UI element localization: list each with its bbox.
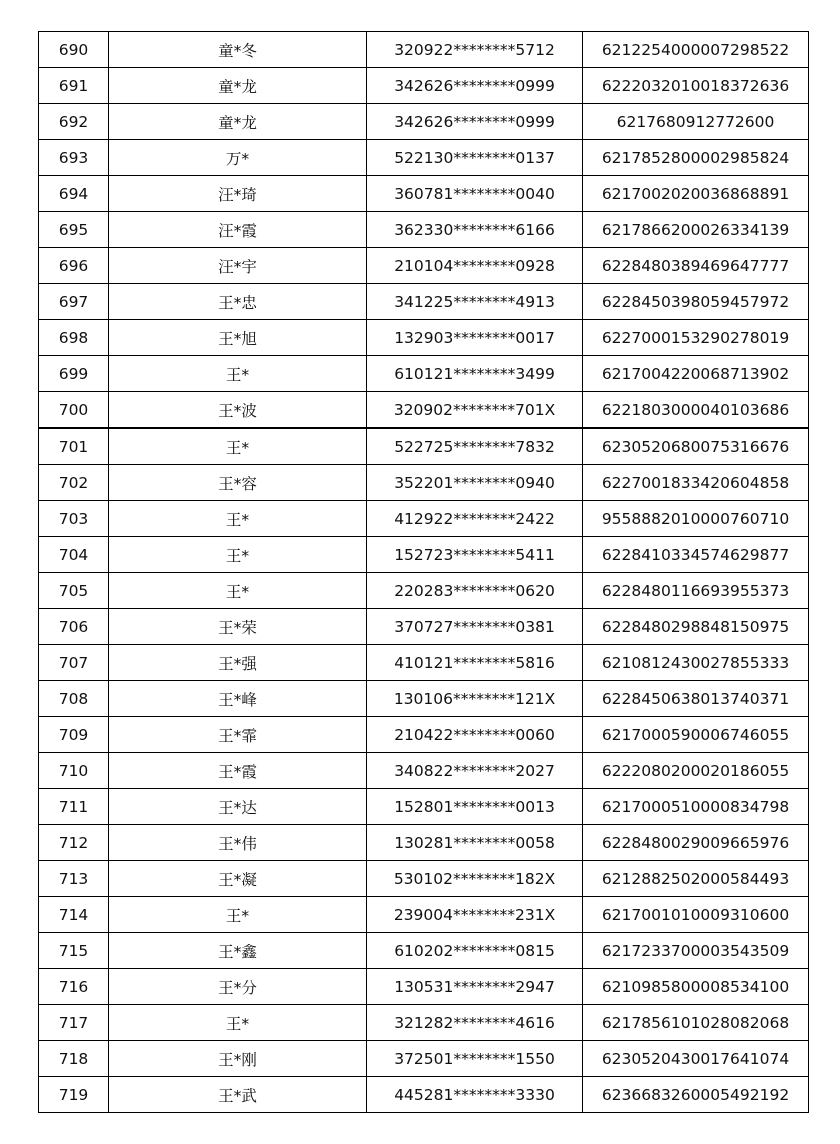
id-number-cell: 220283********0620 xyxy=(367,573,583,609)
id-number-cell: 522725********7832 xyxy=(367,428,583,465)
name-cell: 王*达 xyxy=(109,789,367,825)
row-number-cell: 715 xyxy=(39,933,109,969)
name-cell: 王*容 xyxy=(109,465,367,501)
bank-card-cell: 6228480298848150975 xyxy=(583,609,809,645)
bank-card-cell: 6217233700003543509 xyxy=(583,933,809,969)
name-cell: 王*凝 xyxy=(109,861,367,897)
table-row xyxy=(39,717,809,753)
bank-card-cell: 6221803000040103686 xyxy=(583,392,809,429)
id-number-cell: 130281********0058 xyxy=(367,825,583,861)
table-row xyxy=(39,897,809,933)
bank-card-cell: 6222080200020186055 xyxy=(583,753,809,789)
row-number-cell: 713 xyxy=(39,861,109,897)
table-row xyxy=(39,212,809,248)
name-cell: 王* xyxy=(109,428,367,465)
row-number-cell: 710 xyxy=(39,753,109,789)
name-cell: 汪*琦 xyxy=(109,176,367,212)
id-number-cell: 360781********0040 xyxy=(367,176,583,212)
row-number-cell: 704 xyxy=(39,537,109,573)
bank-card-cell: 6217866200026334139 xyxy=(583,212,809,248)
bank-card-cell: 6228480029009665976 xyxy=(583,825,809,861)
row-number-cell: 718 xyxy=(39,1041,109,1077)
id-number-cell: 372501********1550 xyxy=(367,1041,583,1077)
bank-card-cell: 6217002020036868891 xyxy=(583,176,809,212)
roster-table xyxy=(38,31,809,1113)
id-number-cell: 130106********121X xyxy=(367,681,583,717)
table-row xyxy=(39,501,809,537)
name-cell: 王*霞 xyxy=(109,753,367,789)
name-cell: 童*龙 xyxy=(109,104,367,140)
row-number-cell: 703 xyxy=(39,501,109,537)
table-row xyxy=(39,969,809,1005)
id-number-cell: 352201********0940 xyxy=(367,465,583,501)
bank-card-cell: 6212882502000584493 xyxy=(583,861,809,897)
table-row xyxy=(39,1041,809,1077)
row-number-cell: 694 xyxy=(39,176,109,212)
name-cell: 王* xyxy=(109,537,367,573)
name-cell: 童*龙 xyxy=(109,68,367,104)
row-number-cell: 706 xyxy=(39,609,109,645)
name-cell: 王*强 xyxy=(109,645,367,681)
name-cell: 王* xyxy=(109,501,367,537)
id-number-cell: 341225********4913 xyxy=(367,284,583,320)
table-row xyxy=(39,861,809,897)
id-number-cell: 610121********3499 xyxy=(367,356,583,392)
bank-card-cell: 6210985800008534100 xyxy=(583,969,809,1005)
table-row xyxy=(39,933,809,969)
roster-table-body xyxy=(39,32,809,1113)
row-number-cell: 702 xyxy=(39,465,109,501)
bank-card-cell: 6228450638013740371 xyxy=(583,681,809,717)
name-cell: 王* xyxy=(109,573,367,609)
name-cell: 王*霏 xyxy=(109,717,367,753)
bank-card-cell: 6228450398059457972 xyxy=(583,284,809,320)
name-cell: 王*旭 xyxy=(109,320,367,356)
table-row xyxy=(39,392,809,429)
row-number-cell: 698 xyxy=(39,320,109,356)
bank-card-cell: 6217852800002985824 xyxy=(583,140,809,176)
id-number-cell: 320902********701X xyxy=(367,392,583,429)
table-row xyxy=(39,573,809,609)
name-cell: 王* xyxy=(109,1005,367,1041)
table-row xyxy=(39,825,809,861)
bank-card-cell: 6217001010009310600 xyxy=(583,897,809,933)
name-cell: 王*荣 xyxy=(109,609,367,645)
id-number-cell: 340822********2027 xyxy=(367,753,583,789)
name-cell: 王*峰 xyxy=(109,681,367,717)
bank-card-cell: 6227000153290278019 xyxy=(583,320,809,356)
table-row xyxy=(39,356,809,392)
row-number-cell: 714 xyxy=(39,897,109,933)
id-number-cell: 210422********0060 xyxy=(367,717,583,753)
bank-card-cell: 6217000590006746055 xyxy=(583,717,809,753)
name-cell: 王*刚 xyxy=(109,1041,367,1077)
id-number-cell: 410121********5816 xyxy=(367,645,583,681)
name-cell: 王*鑫 xyxy=(109,933,367,969)
row-number-cell: 690 xyxy=(39,32,109,68)
table-row xyxy=(39,104,809,140)
table-row xyxy=(39,789,809,825)
row-number-cell: 712 xyxy=(39,825,109,861)
bank-card-cell: 6210812430027855333 xyxy=(583,645,809,681)
bank-card-cell: 6236683260005492192 xyxy=(583,1077,809,1113)
bank-card-cell: 6217004220068713902 xyxy=(583,356,809,392)
table-row xyxy=(39,465,809,501)
bank-card-cell: 6230520680075316676 xyxy=(583,428,809,465)
table-row xyxy=(39,32,809,68)
bank-card-cell: 6228480389469647777 xyxy=(583,248,809,284)
table-row xyxy=(39,320,809,356)
id-number-cell: 152723********5411 xyxy=(367,537,583,573)
row-number-cell: 695 xyxy=(39,212,109,248)
id-number-cell: 239004********231X xyxy=(367,897,583,933)
table-row xyxy=(39,68,809,104)
row-number-cell: 697 xyxy=(39,284,109,320)
table-row xyxy=(39,753,809,789)
bank-card-cell: 9558882010000760710 xyxy=(583,501,809,537)
table-row xyxy=(39,1005,809,1041)
name-cell: 童*冬 xyxy=(109,32,367,68)
bank-card-cell: 6212254000007298522 xyxy=(583,32,809,68)
name-cell: 王*分 xyxy=(109,969,367,1005)
id-number-cell: 522130********0137 xyxy=(367,140,583,176)
row-number-cell: 696 xyxy=(39,248,109,284)
row-number-cell: 711 xyxy=(39,789,109,825)
id-number-cell: 445281********3330 xyxy=(367,1077,583,1113)
bank-card-cell: 6217680912772600 xyxy=(583,104,809,140)
bank-card-cell: 6230520430017641074 xyxy=(583,1041,809,1077)
name-cell: 汪*霞 xyxy=(109,212,367,248)
row-number-cell: 691 xyxy=(39,68,109,104)
id-number-cell: 210104********0928 xyxy=(367,248,583,284)
id-number-cell: 342626********0999 xyxy=(367,104,583,140)
name-cell: 王* xyxy=(109,897,367,933)
bank-card-cell: 6222032010018372636 xyxy=(583,68,809,104)
bank-card-cell: 6217000510000834798 xyxy=(583,789,809,825)
table-row xyxy=(39,645,809,681)
table-row xyxy=(39,537,809,573)
id-number-cell: 132903********0017 xyxy=(367,320,583,356)
row-number-cell: 717 xyxy=(39,1005,109,1041)
id-number-cell: 370727********0381 xyxy=(367,609,583,645)
row-number-cell: 719 xyxy=(39,1077,109,1113)
row-number-cell: 701 xyxy=(39,428,109,465)
row-number-cell: 693 xyxy=(39,140,109,176)
row-number-cell: 705 xyxy=(39,573,109,609)
id-number-cell: 130531********2947 xyxy=(367,969,583,1005)
bank-card-cell: 6217856101028082068 xyxy=(583,1005,809,1041)
name-cell: 汪*宇 xyxy=(109,248,367,284)
id-number-cell: 342626********0999 xyxy=(367,68,583,104)
name-cell: 万* xyxy=(109,140,367,176)
id-number-cell: 152801********0013 xyxy=(367,789,583,825)
bank-card-cell: 6227001833420604858 xyxy=(583,465,809,501)
id-number-cell: 412922********2422 xyxy=(367,501,583,537)
table-row xyxy=(39,1077,809,1113)
bank-card-cell: 6228410334574629877 xyxy=(583,537,809,573)
row-number-cell: 700 xyxy=(39,392,109,429)
name-cell: 王*武 xyxy=(109,1077,367,1113)
row-number-cell: 716 xyxy=(39,969,109,1005)
id-number-cell: 610202********0815 xyxy=(367,933,583,969)
table-row xyxy=(39,140,809,176)
row-number-cell: 708 xyxy=(39,681,109,717)
name-cell: 王*伟 xyxy=(109,825,367,861)
table-row xyxy=(39,609,809,645)
row-number-cell: 692 xyxy=(39,104,109,140)
table-row xyxy=(39,176,809,212)
table-row xyxy=(39,681,809,717)
table-row xyxy=(39,248,809,284)
bank-card-cell: 6228480116693955373 xyxy=(583,573,809,609)
id-number-cell: 321282********4616 xyxy=(367,1005,583,1041)
table-row xyxy=(39,428,809,465)
row-number-cell: 707 xyxy=(39,645,109,681)
id-number-cell: 362330********6166 xyxy=(367,212,583,248)
table-row xyxy=(39,284,809,320)
row-number-cell: 709 xyxy=(39,717,109,753)
name-cell: 王*波 xyxy=(109,392,367,429)
row-number-cell: 699 xyxy=(39,356,109,392)
name-cell: 王* xyxy=(109,356,367,392)
name-cell: 王*忠 xyxy=(109,284,367,320)
id-number-cell: 530102********182X xyxy=(367,861,583,897)
id-number-cell: 320922********5712 xyxy=(367,32,583,68)
